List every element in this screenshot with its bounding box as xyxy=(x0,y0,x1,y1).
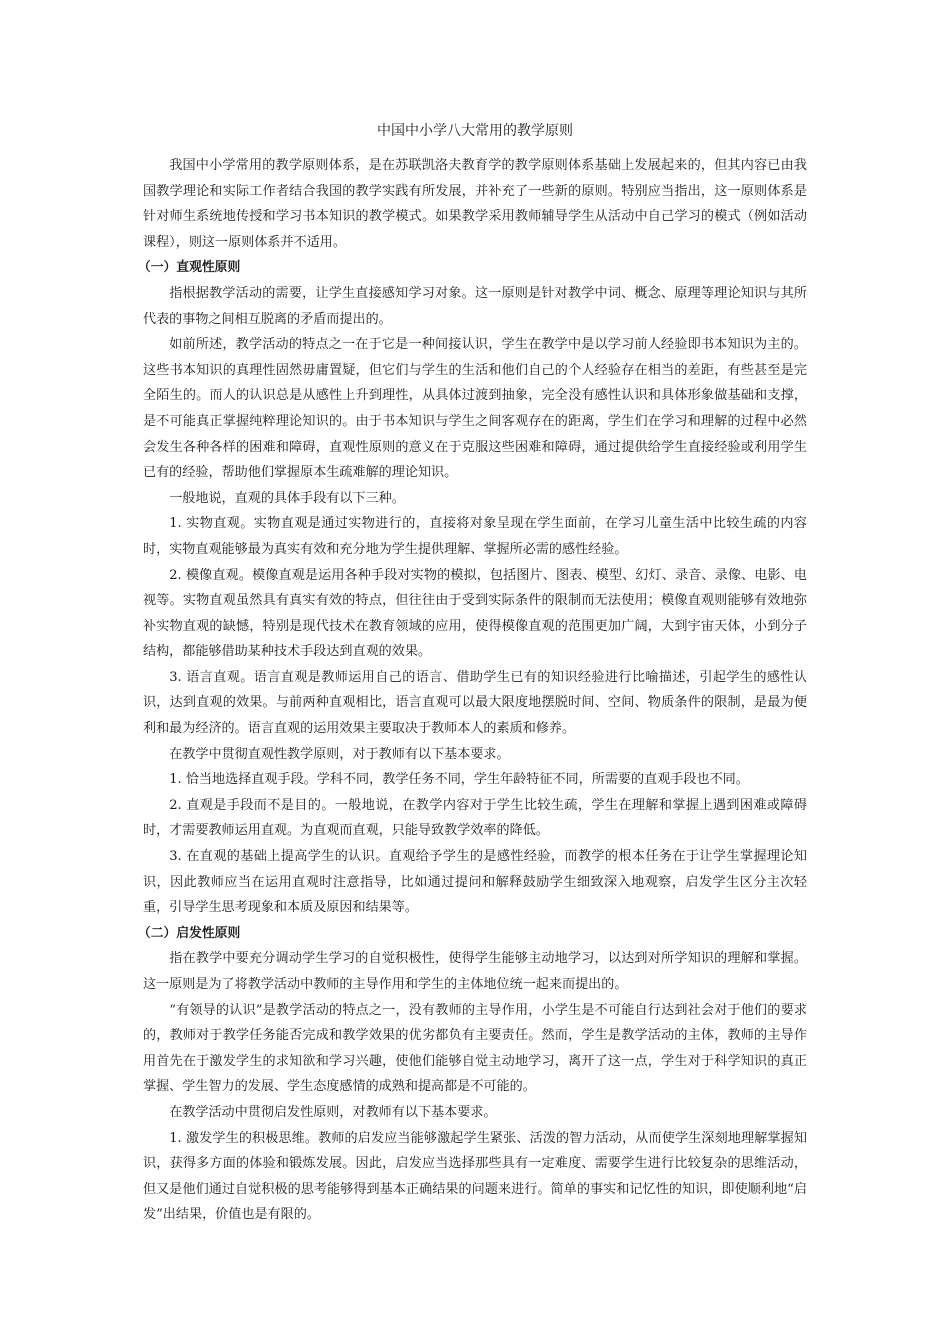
section-heading-heuristic: （二）启发性原则 xyxy=(137,925,241,941)
paragraph-intro: 我国中小学常用的教学原则体系，是在苏联凯洛夫教育学的教学原则体系基础上发展起来的，但其内容已由我国教学理论和实际工作者结合我国的教学实践有所发展，并补充了一些新的原则。特别应当指出，这一原则体系是针对师生系统地传授和学习书本知识的教学模式。如果教学采用教师辅导学生从活动中自己学习的模式（例如活动课程），则这一原则体系并不适用。 xyxy=(143,158,807,250)
paragraph: “有领导的认识”是教学活动的特点之一，没有教师的主导作用，小学生是不可能自行达到社会对于他们的要求的，教师对于教学任务能否完成和教学效果的优劣都负有主要责任。然而，学生是教学活动的主体，教师的主导作用首先在于激发学生的求知欲和学习兴趣，使他们能够自觉主动地学习，离开了这一点，学生对于科学知识的真正掌握、学生智力的发展、学生态度感情的成熟和提高都是不可能的。 xyxy=(143,1002,807,1095)
section-heading-intuitive: （一）直观性原则 xyxy=(137,260,241,276)
list-item: 3. 在直观的基础上提高学生的认识。直观给予学生的是感性经验，而教学的根本任务在于让学生掌握理论知识，因此教师应当在运用直观时注意指导，比如通过提问和解释鼓励学生细致深入地观察，启发学生区分主次轻重，引导学生思考现象和本质及原因和结果等。 xyxy=(143,849,807,916)
paragraph: 在教学中贯彻直观性教学原则，对于教师有以下基本要求。 xyxy=(169,746,510,762)
paragraph: 一般地说，直观的具体手段有以下三种。 xyxy=(169,490,405,506)
list-item: 1. 恰当地选择直观手段。学科不同，教学任务不同，学生年龄特征不同，所需要的直观手段也不同。 xyxy=(169,772,749,788)
paragraph: 如前所述，教学活动的特点之一在于它是一种间接认识，学生在教学中是以学习前人经验即书本知识为主的。这些书本知识的真理性固然毋庸置疑，但它们与学生的生活和他们自己的个人经验存在相当的差距，有些甚至是完全陌生的。而人的认识总是从感性上升到理性，从具体过渡到抽象，完全没有感性认识和具体形象做基础和支撑，是不可能真正掌握纯粹理论知识的。由于书本知识与学生之间客观存在的距离，学生们在学习和理解的过程中必然会发生各种各样的困难和障碍，直观性原则的意义在于克服这些困难和障碍，通过提供给学生直接经验或利用学生已有的经验，帮助他们掌握原本生疏难解的理论知识。 xyxy=(143,337,807,481)
paragraph: 指在教学中要充分调动学生学习的自觉积极性，使得学生能够主动地学习，以达到对所学知识的理解和掌握。这一原则是为了将教学活动中教师的主导作用和学生的主体地位统一起来而提出的。 xyxy=(143,951,807,992)
paragraph: 指根据教学活动的需要，让学生直接感知学习对象。这一原则是针对教学中词、概念、原理等理论知识与其所代表的事物之间相互脱离的矛盾而提出的。 xyxy=(143,285,807,327)
list-item: 1. 实物直观。实物直观是通过实物进行的，直接将对象呈现在学生面前，在学习儿童生活中比较生疏的内容时，实物直观能够最为真实有效和充分地为学生提供理解、掌握所必需的感性经验。 xyxy=(143,516,807,557)
list-item: 3. 语言直观。语言直观是教师运用自己的语言、借助学生已有的知识经验进行比喻描述，引起学生的感性认识，达到直观的效果。与前两种直观相比，语言直观可以最大限度地摆脱时间、空间、物质条件的限制，是最为便利和最为经济的。语言直观的运用效果主要取决于教师本人的素质和修养。 xyxy=(143,669,807,737)
paragraph: 在教学活动中贯彻启发性原则，对教师有以下基本要求。 xyxy=(169,1104,497,1120)
document-title: 中国中小学八大常用的教学原则 xyxy=(377,123,573,139)
list-item: 1. 激发学生的积极思维。教师的启发应当能够激起学生紧张、活泼的智力活动，从而使学生深刻地理解掌握知识，获得多方面的体验和锻炼发展。因此，启发应当选择那些具有一定难度、需要学生进行比较复杂的思维活动，但又是他们通过自觉积极的思考能够得到基本正确结果的问题来进行。简单的事实和记忆性的知识，即使顺利地“启发”出结果，价值也是有限的。 xyxy=(143,1130,807,1223)
document-page xyxy=(137,118,807,1228)
list-item: 2. 直观是手段而不是目的。一般地说，在教学内容对于学生比较生疏，学生在理解和掌握上遇到困难或障碍时，才需要教师运用直观。为直观而直观，只能导致教学效率的降低。 xyxy=(143,797,807,839)
list-item: 2. 模像直观。模像直观是运用各种手段对实物的模拟，包括图片、图表、模型、幻灯、录音、录像、电影、电视等。实物直观虽然具有真实有效的特点，但往往由于受到实际条件的限制而无法使用；模像直观则能够有效地弥补实物直观的缺憾，特别是现代技术在教育领域的应用，使得模像直观的范围更加广阔，大到宇宙天体，小到分子结构，都能够借助某种技术手段达到直观的效果。 xyxy=(143,567,807,660)
